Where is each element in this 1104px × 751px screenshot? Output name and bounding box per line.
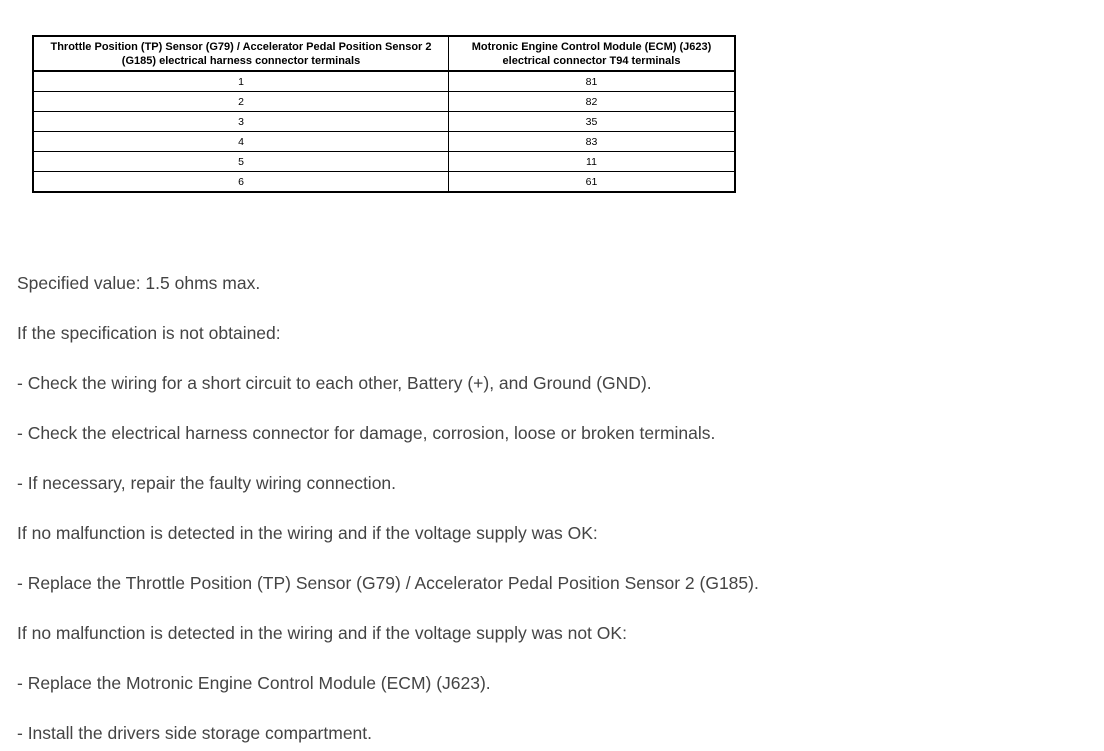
ecm-terminal-cell: 11 xyxy=(449,152,736,172)
header-sensor-terminals: Throttle Position (TP) Sensor (G79) / Accelerator Pedal Position Sensor 2 (G185) electrical harness connector terminals xyxy=(33,36,449,71)
table-row xyxy=(33,172,735,193)
sensor-terminal-cell: 4 xyxy=(33,132,449,152)
sensor-terminal-cell: 5 xyxy=(33,152,449,172)
sensor-terminal-cell: 6 xyxy=(33,172,449,193)
ecm-terminal-cell: 81 xyxy=(449,71,736,92)
ecm-terminal-cell: 35 xyxy=(449,112,736,132)
table-row xyxy=(33,92,735,112)
table-header-row xyxy=(33,36,735,71)
sensor-terminal-cell: 1 xyxy=(33,71,449,92)
instruction-text: If no malfunction is detected in the wiring and if the voltage supply was OK: xyxy=(17,523,598,543)
instruction-text: If no malfunction is detected in the wiring and if the voltage supply was not OK: xyxy=(17,623,627,643)
instruction-text: Specified value: 1.5 ohms max. xyxy=(17,273,261,293)
ecm-terminal-cell: 82 xyxy=(449,92,736,112)
header-ecm-terminals: Motronic Engine Control Module (ECM) (J623) electrical connector T94 terminals xyxy=(449,36,736,71)
instruction-step: - If necessary, repair the faulty wiring connection. xyxy=(17,473,397,493)
sensor-terminal-cell: 3 xyxy=(33,112,449,132)
instruction-step: - Check the electrical harness connector for damage, corrosion, loose or broken terminals. xyxy=(17,423,716,443)
ecm-terminal-cell: 83 xyxy=(449,132,736,152)
table-row xyxy=(33,71,735,92)
instruction-step: - Replace the Motronic Engine Control Module (ECM) (J623). xyxy=(17,673,491,693)
table-row xyxy=(33,132,735,152)
instruction-step: - Install the drivers side storage compartment. xyxy=(17,723,373,743)
instruction-step: - Replace the Throttle Position (TP) Sensor (G79) / Accelerator Pedal Position Sensor 2 (G185). xyxy=(17,573,759,593)
terminal-mapping-table xyxy=(32,35,736,193)
instruction-text: If the specification is not obtained: xyxy=(17,323,281,343)
sensor-terminal-cell: 2 xyxy=(33,92,449,112)
table-row xyxy=(33,152,735,172)
table-row xyxy=(33,112,735,132)
instruction-step: - Check the wiring for a short circuit to each other, Battery (+), and Ground (GND). xyxy=(17,373,652,393)
ecm-terminal-cell: 61 xyxy=(449,172,736,193)
